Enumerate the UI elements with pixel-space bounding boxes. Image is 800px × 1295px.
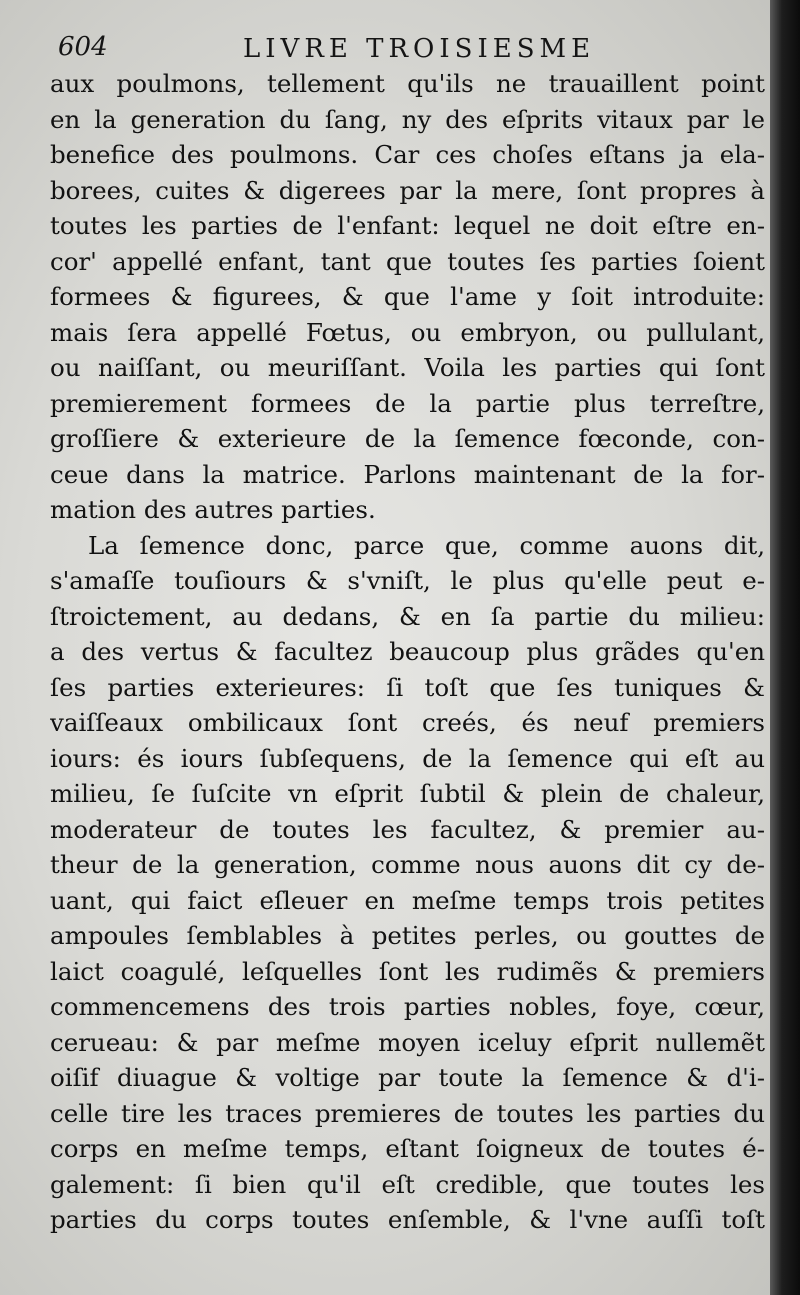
text-line: borees, cuites & digerees par la mere, ſont propres à: [50, 175, 765, 205]
text-line: ſes parties exterieures: ſi toſt que ſes tuniques &: [50, 672, 765, 702]
page-number: 604: [58, 32, 108, 62]
page-header: [58, 30, 758, 66]
text-line: ou naiſſant, ou meuriſſant. Voila les parties qui ſont: [50, 353, 765, 382]
text-line: s'amaſſe touſiours & s'vniſt, le plus qu'elle peut e-: [50, 566, 765, 595]
text-line: aux poulmons, tellement qu'ils ne trauaillent point: [50, 69, 765, 98]
text-line: parties du corps toutes enſemble, & l'vne auſſi toſt: [50, 1205, 765, 1234]
text-line: corps en meſme temps, eſtant ſoigneux de toutes é-: [50, 1134, 765, 1163]
text-line: theur de la generation, comme nous auons dit cy de-: [50, 850, 765, 879]
text-line: commencemens des trois parties nobles, foye, cœur,: [50, 992, 765, 1021]
text-line: uant, qui faict eſleuer en meſme temps trois petites: [50, 885, 765, 915]
text-line: ceue dans la matrice. Parlons maintenant de la for-: [50, 459, 765, 489]
text-line: iours: és iours ſubſequens, de la ſemence qui eſt au: [50, 743, 765, 773]
text-line: en la generation du ſang, ny des eſprits vitaux par le: [50, 104, 765, 134]
text-line: moderateur de toutes les facultez, & premier au-: [50, 814, 765, 844]
text-line: vaiſſeaux ombilicaux ſont creés, és neuf premiers: [50, 708, 765, 737]
text-line: oiſif diuague & voltige par toute la ſemence & d'i-: [50, 1063, 765, 1092]
body-text: [50, 66, 765, 1238]
text-line: mais ſera appellé Fœtus, ou embryon, ou pullulant,: [50, 317, 765, 347]
paragraph-first-line: La ſemence donc, parce que, comme auons dit,: [88, 530, 765, 560]
text-line: milieu, ſe ſuſcite vn eſprit ſubtil & plein de chaleur,: [50, 779, 765, 808]
text-line: formees & figurees, & que l'ame y ſoit introduite:: [50, 282, 765, 311]
text-line: toutes les parties de l'enfant: lequel ne doit eſtre en-: [50, 211, 765, 240]
text-line: cor' appellé enfant, tant que toutes ſes parties ſoient: [50, 246, 765, 276]
running-title: LIVRE TROISIESME: [243, 34, 596, 64]
text-line: cerueau: & par meſme moyen iceluy eſprit nullemẽt: [50, 1027, 765, 1057]
text-line: laict coagulé, leſquelles ſont les rudimẽs & premiers: [50, 956, 765, 986]
text-line: a des vertus & facultez beaucoup plus grãdes qu'en: [50, 637, 765, 666]
text-line: premierement formees de la partie plus terreſtre,: [50, 388, 765, 418]
text-line: ſtroictement, au dedans, & en ſa partie du milieu:: [50, 601, 765, 631]
text-line: celle tire les traces premieres de toutes les parties du: [50, 1098, 765, 1128]
text-line: galement: ſi bien qu'il eſt credible, que toutes les: [50, 1169, 765, 1199]
text-line: groſſiere & exterieure de la ſemence fœconde, con-: [50, 424, 765, 453]
paragraph-end-line: mation des autres parties.: [50, 495, 376, 524]
text-line: ampoules ſemblables à petites perles, ou gouttes de: [50, 921, 765, 950]
book-gutter-shadow: [770, 0, 800, 1295]
text-line: benefice des poulmons. Car ces choſes eſtans ja ela-: [50, 140, 765, 169]
